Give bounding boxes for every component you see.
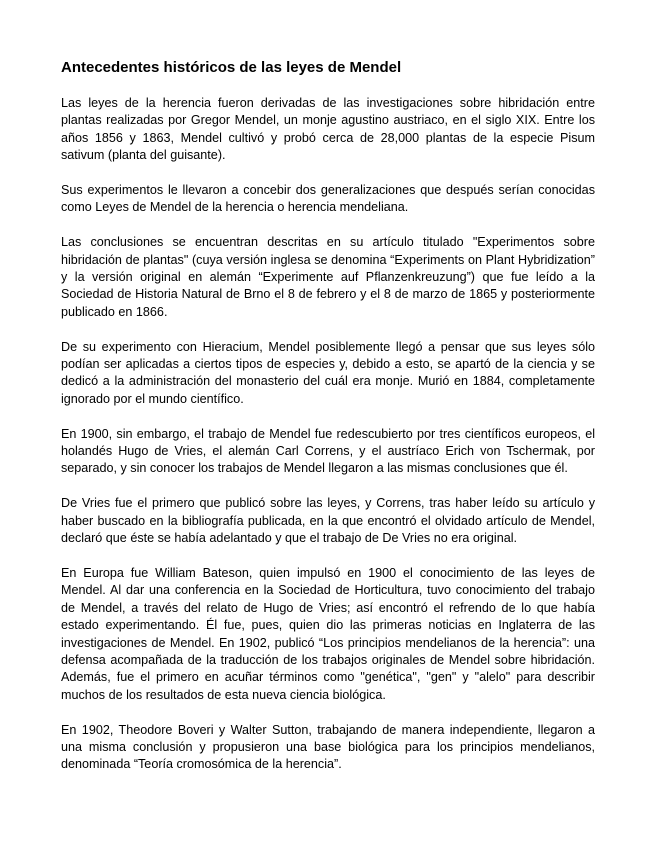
document-page	[61, 58, 595, 791]
paragraph-1: Las leyes de la herencia fueron derivadas de las investigaciones sobre hibridación entre plantas realizadas por Gregor Mendel, un monje agustino austriaco, en el siglo XIX. Entre los años 1856 y 1863, Mendel cultivó y probó cerca de 28,000 plantas de la especie Pisum sativum (planta del guisante).	[61, 96, 595, 163]
paragraph-6: De Vries fue el primero que publicó sobre las leyes, y Correns, tras haber leído su artículo y haber buscado en la bibliografía publicada, en la que encontró el olvidado artículo de Mendel, declaró que éste se había adelantado y que el trabajo de De Vries no era original.	[61, 496, 595, 546]
paragraph-4: De su experimento con Hieracium, Mendel posiblemente llegó a pensar que sus leyes sólo podían ser aplicadas a ciertos tipos de especies y, debido a esto, se apartó de la ciencia y se dedicó a la administración del monasterio del cuál era monje. Murió en 1884, completamente ignorado por el mundo científico.	[61, 339, 595, 406]
paragraph-5: En 1900, sin embargo, el trabajo de Mendel fue redescubierto por tres científicos europeos, el holandés Hugo de Vries, el alemán Carl Correns, y el austríaco Erich von Tschermak, por separado, y sin conocer los trabajos de Mendel llegaron a las mismas conclusiones que él.	[61, 426, 595, 476]
page-title: Antecedentes históricos de las leyes de Mendel	[61, 59, 402, 76]
paragraph-8: En 1902, Theodore Boveri y Walter Sutton, trabajando de manera independiente, llegaron a una misma conclusión y propusieron una base biológica para los principios mendelianos, denominada “Teoría cromosómica de la herencia”.	[61, 722, 595, 772]
paragraph-7: En Europa fue William Bateson, quien impulsó en 1900 el conocimiento de las leyes de Mendel. Al dar una conferencia en la Sociedad de Horticultura, tuvo conocimiento del trabajo de Mendel, a través del relato de Hugo de Vries; así encontró el refrendo de lo que había estado experimentando. Él fue, pues, quien dio las primeras noticias en Inglaterra de las investigaciones de Mendel. En 1902, publicó “Los principios mendelianos de la herencia”: una defensa acompañada de la traducción de los trabajos originales de Mendel sobre hibridación. Además, fue el primero en acuñar términos como "genética", "gen" y "alelo" para describir muchos de los resultados de esta nueva ciencia biológica.	[61, 565, 595, 702]
paragraph-3: Las conclusiones se encuentran descritas en su artículo titulado "Experimentos sobre hibridación de plantas" (cuya versión inglesa se denomina “Experiments on Plant Hybridization” y la versión original en alemán “Experimente auf Pflanzenkreuzung”) que fue leído a la Sociedad de Historia Natural de Brno el 8 de febrero y el 8 de marzo de 1865 y posteriormente publicado en 1866.	[61, 235, 595, 319]
paragraph-2: Sus experimentos le llevaron a concebir dos generalizaciones que después serían conocidas como Leyes de Mendel de la herencia o herencia mendeliana.	[61, 183, 595, 215]
